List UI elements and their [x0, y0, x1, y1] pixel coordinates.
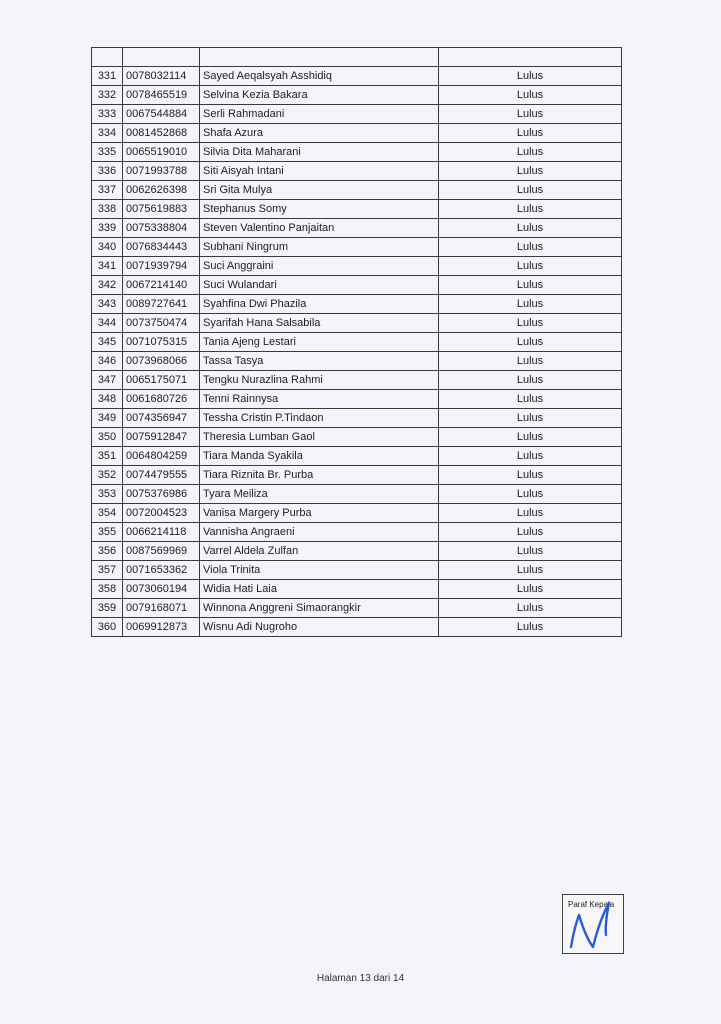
status-cell: Lulus — [439, 409, 622, 428]
status-cell: Lulus — [439, 314, 622, 333]
table-row — [92, 580, 622, 599]
row-number-cell: 337 — [92, 181, 123, 200]
status-cell: Lulus — [439, 257, 622, 276]
student-name-cell: Stephanus Somy — [200, 200, 439, 219]
student-name-cell: Varrel Aldela Zulfan — [200, 542, 439, 561]
table-row — [92, 124, 622, 143]
table-row — [92, 428, 622, 447]
nisn-cell: 0065519010 — [123, 143, 200, 162]
status-cell: Lulus — [439, 143, 622, 162]
status-cell: Lulus — [439, 295, 622, 314]
table-row — [92, 86, 622, 105]
page-number-footer: Halaman 13 dari 14 — [316, 973, 405, 984]
student-name-cell: Suci Wulandari — [200, 276, 439, 295]
status-cell: Lulus — [439, 200, 622, 219]
nisn-cell: 0074479555 — [123, 466, 200, 485]
student-name-cell: Winnona Anggreni Simaorangkir — [200, 599, 439, 618]
handwritten-signature — [563, 895, 623, 953]
row-number-cell: 345 — [92, 333, 123, 352]
table-row — [92, 238, 622, 257]
table-row — [92, 67, 622, 86]
nisn-cell: 0073060194 — [123, 580, 200, 599]
status-cell: Lulus — [439, 599, 622, 618]
nisn-cell: 0089727641 — [123, 295, 200, 314]
student-name-cell: Silvia Dita Maharani — [200, 143, 439, 162]
nisn-cell: 0071075315 — [123, 333, 200, 352]
table-row — [92, 504, 622, 523]
student-name-cell: Sri Gita Mulya — [200, 181, 439, 200]
status-cell: Lulus — [439, 390, 622, 409]
nisn-cell: 0071653362 — [123, 561, 200, 580]
status-cell: Lulus — [439, 352, 622, 371]
table-row — [92, 618, 622, 637]
student-name-cell: Syahfina Dwi Phazila — [200, 295, 439, 314]
nisn-cell: 0087569969 — [123, 542, 200, 561]
table-row — [92, 105, 622, 124]
nisn-cell: 0075912847 — [123, 428, 200, 447]
table-row — [92, 409, 622, 428]
status-cell: Lulus — [439, 238, 622, 257]
row-number-cell: 333 — [92, 105, 123, 124]
status-cell: Lulus — [439, 485, 622, 504]
student-name-cell: Vanisa Margery Purba — [200, 504, 439, 523]
student-name-cell: Steven Valentino Panjaitan — [200, 219, 439, 238]
nisn-cell: 0072004523 — [123, 504, 200, 523]
status-cell: Lulus — [439, 124, 622, 143]
student-name-cell: Sayed Aeqalsyah Asshidiq — [200, 67, 439, 86]
status-cell: Lulus — [439, 105, 622, 124]
nisn-cell: 0071939794 — [123, 257, 200, 276]
status-cell: Lulus — [439, 67, 622, 86]
status-cell: Lulus — [439, 428, 622, 447]
table-row — [92, 314, 622, 333]
student-name-cell: Syarifah Hana Salsabila — [200, 314, 439, 333]
nisn-cell: 0069912873 — [123, 618, 200, 637]
table-row — [92, 257, 622, 276]
status-cell: Lulus — [439, 447, 622, 466]
row-number-cell: 341 — [92, 257, 123, 276]
student-name-cell: Tenni Rainnysa — [200, 390, 439, 409]
table-row — [92, 523, 622, 542]
row-number-cell: 356 — [92, 542, 123, 561]
row-number-cell: 331 — [92, 67, 123, 86]
table-row — [92, 561, 622, 580]
table-row — [92, 295, 622, 314]
student-name-cell: Serli Rahmadani — [200, 105, 439, 124]
status-cell: Lulus — [439, 181, 622, 200]
nisn-cell: 0066214118 — [123, 523, 200, 542]
row-number-cell: 338 — [92, 200, 123, 219]
student-name-cell: Tyara Meiliza — [200, 485, 439, 504]
nisn-cell: 0081452868 — [123, 124, 200, 143]
table-row — [92, 276, 622, 295]
status-cell: Lulus — [439, 162, 622, 181]
row-number-cell: 349 — [92, 409, 123, 428]
row-number-cell: 357 — [92, 561, 123, 580]
row-number-cell: 354 — [92, 504, 123, 523]
student-name-cell: Viola Trinita — [200, 561, 439, 580]
status-cell: Lulus — [439, 219, 622, 238]
student-name-cell: Selvina Kezia Bakara — [200, 86, 439, 105]
nisn-cell: 0074356947 — [123, 409, 200, 428]
student-name-cell: Siti Aisyah Intani — [200, 162, 439, 181]
table-row — [92, 542, 622, 561]
student-name-cell: Suci Anggraini — [200, 257, 439, 276]
nisn-cell: 0075338804 — [123, 219, 200, 238]
nisn-cell: 0067544884 — [123, 105, 200, 124]
nisn-cell: 0078465519 — [123, 86, 200, 105]
table-row — [92, 447, 622, 466]
nisn-cell: 0076834443 — [123, 238, 200, 257]
student-name-cell: Tiara Riznita Br. Purba — [200, 466, 439, 485]
student-name-cell: Shafa Azura — [200, 124, 439, 143]
nisn-cell: 0073968066 — [123, 352, 200, 371]
row-number-cell: 334 — [92, 124, 123, 143]
student-name-cell: Widia Hati Laia — [200, 580, 439, 599]
row-number-cell: 352 — [92, 466, 123, 485]
row-number-cell: 339 — [92, 219, 123, 238]
status-cell: Lulus — [439, 276, 622, 295]
student-name-cell: Subhani Ningrum — [200, 238, 439, 257]
row-number-cell: 336 — [92, 162, 123, 181]
table-row — [92, 181, 622, 200]
nisn-cell: 0071993788 — [123, 162, 200, 181]
nisn-cell: 0078032114 — [123, 67, 200, 86]
status-cell: Lulus — [439, 580, 622, 599]
row-number-cell: 360 — [92, 618, 123, 637]
table-row — [92, 466, 622, 485]
row-number-cell: 358 — [92, 580, 123, 599]
nisn-cell: 0073750474 — [123, 314, 200, 333]
row-number-cell: 346 — [92, 352, 123, 371]
status-cell: Lulus — [439, 561, 622, 580]
nisn-cell: 0061680726 — [123, 390, 200, 409]
results-table-body — [92, 48, 622, 637]
status-cell: Lulus — [439, 371, 622, 390]
student-name-cell: Tessha Cristin P.Tindaon — [200, 409, 439, 428]
signature-box-label: Paraf Kepala — [568, 900, 615, 909]
table-row — [92, 162, 622, 181]
nisn-cell: 0075619883 — [123, 200, 200, 219]
row-number-cell: 353 — [92, 485, 123, 504]
row-number-cell: 344 — [92, 314, 123, 333]
nisn-cell: 0064804259 — [123, 447, 200, 466]
table-row — [92, 143, 622, 162]
row-number-cell: 342 — [92, 276, 123, 295]
nisn-cell: 0067214140 — [123, 276, 200, 295]
student-name-cell: Tengku Nurazlina Rahmi — [200, 371, 439, 390]
nisn-cell: 0075376986 — [123, 485, 200, 504]
status-cell: Lulus — [439, 523, 622, 542]
graduation-results-table — [91, 47, 622, 637]
row-number-cell: 350 — [92, 428, 123, 447]
nisn-cell: 0065175071 — [123, 371, 200, 390]
row-number-cell: 347 — [92, 371, 123, 390]
row-number-cell: 348 — [92, 390, 123, 409]
signature-box — [562, 894, 624, 954]
table-row — [92, 485, 622, 504]
status-cell: Lulus — [439, 86, 622, 105]
nisn-cell: 0062626398 — [123, 181, 200, 200]
table-row — [92, 219, 622, 238]
row-number-cell: 340 — [92, 238, 123, 257]
student-name-cell: Tiara Manda Syakila — [200, 447, 439, 466]
table-row — [92, 200, 622, 219]
table-row — [92, 352, 622, 371]
student-name-cell: Theresia Lumban Gaol — [200, 428, 439, 447]
student-name-cell: Vannisha Angraeni — [200, 523, 439, 542]
table-row — [92, 599, 622, 618]
status-cell: Lulus — [439, 618, 622, 637]
student-name-cell: Wisnu Adi Nugroho — [200, 618, 439, 637]
row-number-cell: 355 — [92, 523, 123, 542]
student-name-cell: Tania Ajeng Lestari — [200, 333, 439, 352]
student-name-cell: Tassa Tasya — [200, 352, 439, 371]
status-cell: Lulus — [439, 504, 622, 523]
status-cell: Lulus — [439, 542, 622, 561]
row-number-cell: 335 — [92, 143, 123, 162]
table-top-strip — [92, 48, 622, 67]
row-number-cell: 351 — [92, 447, 123, 466]
row-number-cell: 343 — [92, 295, 123, 314]
table-row — [92, 371, 622, 390]
nisn-cell: 0079168071 — [123, 599, 200, 618]
table-row — [92, 333, 622, 352]
table-row — [92, 390, 622, 409]
status-cell: Lulus — [439, 466, 622, 485]
row-number-cell: 359 — [92, 599, 123, 618]
status-cell: Lulus — [439, 333, 622, 352]
row-number-cell: 332 — [92, 86, 123, 105]
